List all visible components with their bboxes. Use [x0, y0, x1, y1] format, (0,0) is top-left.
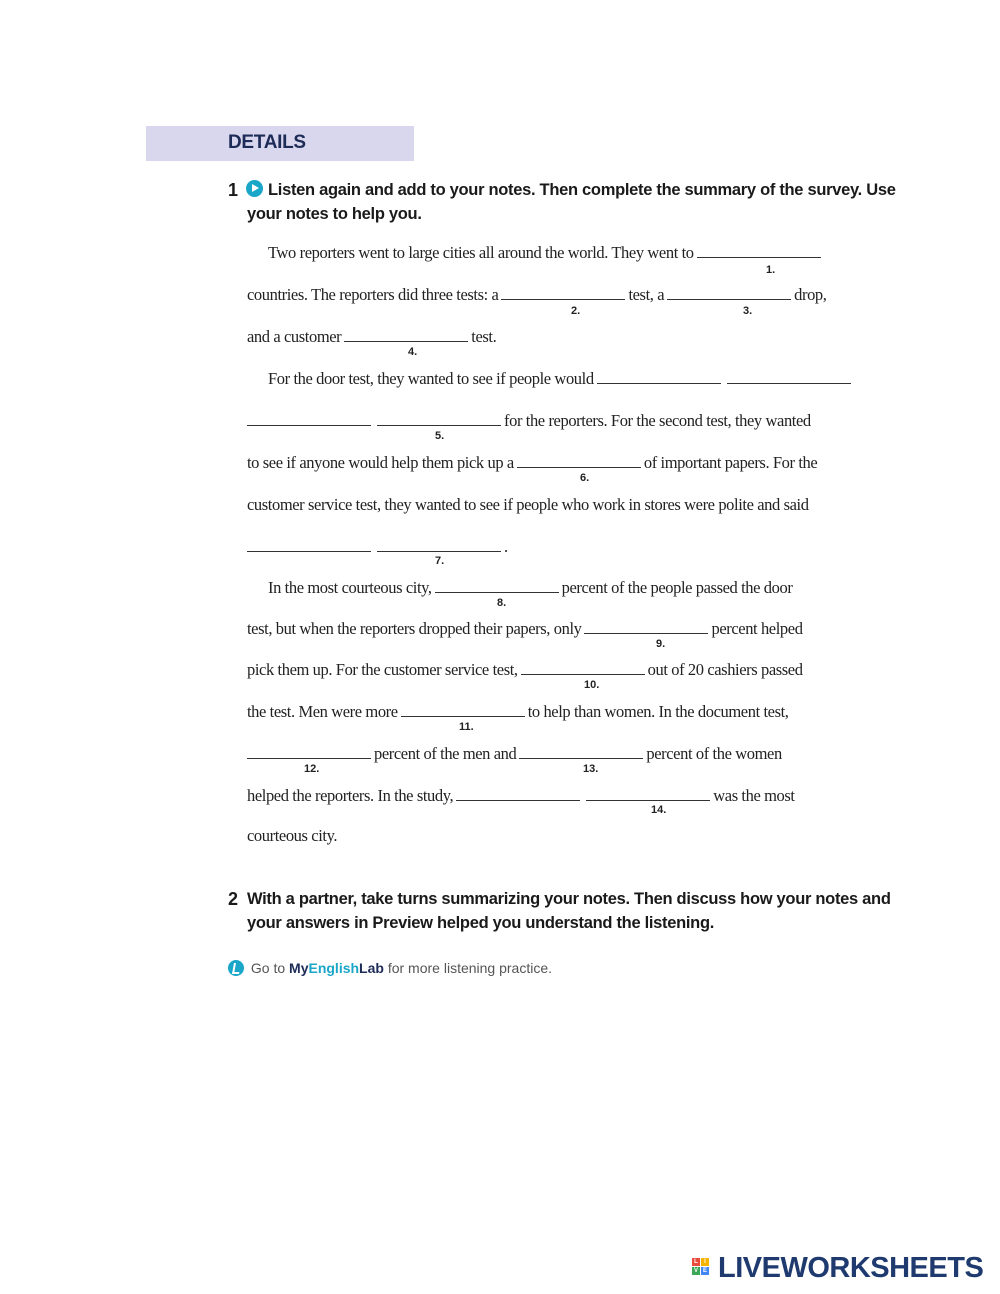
blank-label-6: 6.: [580, 472, 590, 484]
answer-blank-6[interactable]: [517, 453, 641, 468]
summary-text: to see if anyone would help them pick up a: [247, 453, 514, 472]
question-1-instruction-line1: Listen again and add to your notes. Then complete the summary of the survey. Use: [268, 181, 896, 199]
summary-text: drop,: [794, 285, 827, 304]
question-2-line1: With a partner, take turns summarizing your notes. Then discuss how your notes and: [247, 890, 891, 908]
summary-text: percent of the women: [646, 744, 782, 763]
summary-line: [268, 243, 824, 263]
answer-blank-12[interactable]: [247, 744, 371, 759]
blank-label-4: 4.: [408, 346, 418, 358]
summary-line: [247, 660, 803, 680]
blank-label-12: 12.: [304, 763, 320, 775]
myenglishlab-prefix: Go to: [250, 960, 286, 976]
answer-blank-10[interactable]: [521, 660, 645, 675]
summary-text: to help than women. In the document test,: [527, 702, 789, 721]
question-1-instruction-line2: your notes to help you.: [247, 205, 422, 223]
summary-text: Two reporters went to large cities all around the world. They went to: [268, 243, 694, 262]
summary-text: test.: [471, 327, 497, 346]
answer-blank-5a[interactable]: [597, 369, 721, 384]
answer-blank-7b[interactable]: [377, 537, 501, 552]
blank-label-13: 13.: [583, 763, 599, 775]
blank-label-11: 11.: [459, 721, 474, 733]
answer-blank-8[interactable]: [435, 578, 559, 593]
myenglishlab-note: [228, 960, 552, 976]
question-2-line2: your answers in Preview helped you understand the listening.: [247, 914, 715, 932]
blank-label-14: 14.: [651, 804, 667, 816]
summary-text: In the most courteous city,: [268, 578, 432, 597]
summary-line: [247, 619, 803, 639]
answer-blank-5c[interactable]: [247, 411, 371, 426]
summary-line: [247, 826, 337, 846]
summary-text: pick them up. For the customer service test,: [247, 660, 518, 679]
summary-text: For the door test, they wanted to see if people would: [268, 369, 594, 388]
summary-line: [247, 285, 827, 305]
summary-text: was the most: [713, 786, 795, 805]
summary-line: [268, 578, 792, 598]
summary-text: .: [504, 537, 508, 556]
blank-label-1: 1.: [766, 264, 776, 276]
logo-square: L: [692, 1258, 700, 1266]
answer-blank-3[interactable]: [667, 285, 791, 300]
summary-text: the test. Men were more: [247, 702, 398, 721]
summary-line: [247, 453, 817, 473]
summary-line: [247, 327, 496, 347]
summary-text: test, a: [628, 285, 665, 304]
blank-label-7: 7.: [435, 555, 445, 567]
summary-text: countries. The reporters did three tests: a: [247, 285, 499, 304]
myenglishlab-suffix: for more listening practice.: [387, 960, 553, 976]
summary-line: [247, 702, 789, 722]
summary-text: out of 20 cashiers passed: [647, 660, 803, 679]
answer-blank-7a[interactable]: [247, 537, 371, 552]
answer-blank-14a[interactable]: [456, 786, 580, 801]
logo-square: I: [701, 1258, 709, 1266]
summary-line: [247, 786, 795, 806]
summary-line: [247, 495, 809, 515]
summary-text: customer service test, they wanted to see if people who work in stores were polite and said: [247, 495, 809, 514]
question-2-number: 2: [228, 889, 239, 909]
summary-text: and a customer: [247, 327, 342, 346]
answer-blank-1[interactable]: [697, 243, 821, 258]
answer-blank-13[interactable]: [519, 744, 643, 759]
summary-line: [247, 744, 782, 764]
summary-line: [247, 411, 811, 431]
summary-line: [247, 537, 508, 557]
summary-text: percent of the people passed the door: [561, 578, 793, 597]
summary-text: for the reporters. For the second test, they wanted: [504, 411, 811, 430]
answer-blank-14b[interactable]: [586, 786, 710, 801]
summary-text: courteous city.: [247, 826, 338, 845]
answer-blank-9[interactable]: [584, 619, 708, 634]
logo-square: E: [702, 1268, 707, 1274]
summary-text: percent of the men and: [374, 744, 517, 763]
blank-label-8: 8.: [497, 597, 507, 609]
myenglishlab-icon: [228, 960, 244, 976]
answer-blank-5b[interactable]: [727, 369, 851, 384]
blank-label-10: 10.: [584, 679, 600, 691]
summary-text: test, but when the reporters dropped their papers, only: [247, 619, 582, 638]
myenglishlab-link[interactable]: MyEnglishLab: [289, 960, 384, 976]
answer-blank-11[interactable]: [401, 702, 525, 717]
answer-blank-2[interactable]: [501, 285, 625, 300]
blank-label-5: 5.: [435, 430, 445, 442]
summary-text: helped the reporters. In the study,: [247, 786, 454, 805]
logo-square: V: [693, 1268, 698, 1274]
question-1-number: 1: [228, 180, 239, 200]
answer-blank-4[interactable]: [344, 327, 468, 342]
summary-line: [268, 369, 854, 389]
summary-text: percent helped: [711, 619, 803, 638]
summary-text: of important papers. For the: [643, 453, 818, 472]
audio-play-icon[interactable]: [246, 180, 263, 199]
liveworksheets-wordmark: LIVEWORKSHEETS: [718, 1252, 984, 1284]
blank-label-3: 3.: [743, 305, 753, 317]
section-title: DETAILS: [228, 132, 306, 153]
answer-blank-5d[interactable]: [377, 411, 501, 426]
blank-label-2: 2.: [571, 305, 581, 317]
blank-label-9: 9.: [656, 638, 666, 650]
